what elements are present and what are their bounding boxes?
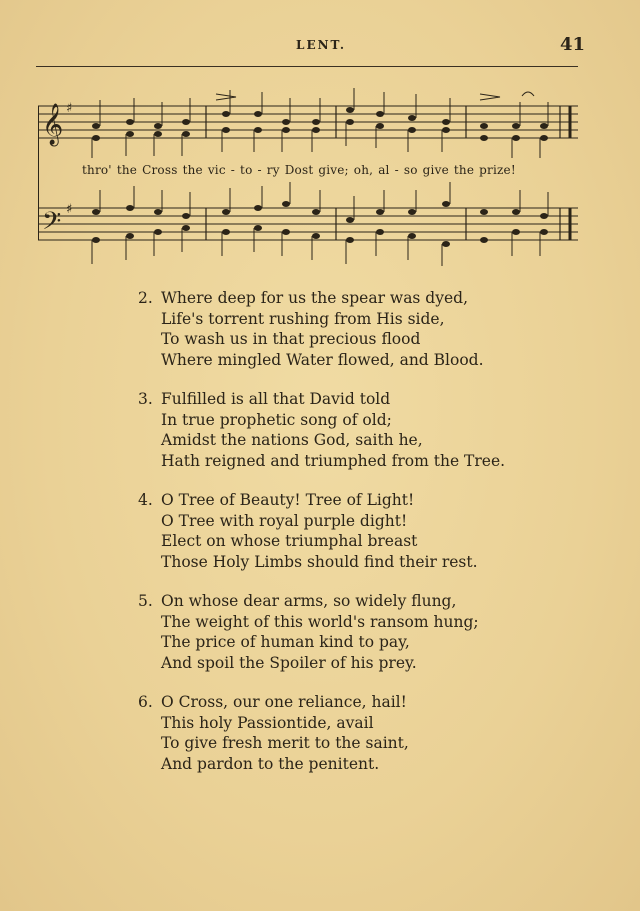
verse-line <box>138 451 608 472</box>
running-head <box>0 36 640 58</box>
stanza <box>138 389 608 471</box>
verse-text: O Tree of Beauty! Tree of Light! <box>161 491 415 509</box>
verse-text: This holy Passiontide, avail <box>161 713 374 732</box>
verse-line <box>138 430 608 451</box>
stanza <box>138 288 608 370</box>
verse-text: Hath reigned and triumphed from the Tree. <box>161 451 506 470</box>
verse-text: Fulfilled is all that David told <box>161 390 391 408</box>
running-title: LENT. <box>296 38 347 52</box>
stanza-number: 5. <box>138 592 153 610</box>
verse-text: O Cross, our one reliance, hail! <box>161 693 407 711</box>
verse-line <box>138 653 608 674</box>
verse-line <box>138 288 608 309</box>
verse-text: And pardon to the penitent. <box>161 754 380 773</box>
verse-text: And spoil the Spoiler of his prey. <box>161 653 417 672</box>
treble-staff <box>38 106 578 138</box>
hymn-stanzas <box>138 288 608 793</box>
verse-text: The weight of this world's ransom hung; <box>161 612 479 631</box>
music-score <box>38 86 578 276</box>
verse-line <box>138 511 608 532</box>
svg-text:♯: ♯ <box>66 101 73 116</box>
stanza <box>138 490 608 572</box>
verse-text: Amidst the nations God, saith he, <box>161 431 423 449</box>
verse-text: Where mingled Water flowed, and Blood. <box>161 350 484 369</box>
verse-text: Life's torrent rushing from His side, <box>161 309 445 328</box>
verse-line <box>138 713 608 734</box>
stanza-number: 3. <box>138 390 153 408</box>
verse-line <box>138 754 608 775</box>
verse-text: Where deep for us the spear was dyed, <box>161 289 469 307</box>
verse-text: In true prophetic song of old; <box>161 410 392 429</box>
header-rule <box>36 66 578 67</box>
verse-text: To wash us in that precious flood <box>161 330 421 348</box>
verse-text: To give fresh merit to the saint, <box>161 734 409 752</box>
verse-line <box>138 552 608 573</box>
verse-line <box>138 309 608 330</box>
verse-line <box>138 692 608 713</box>
verse-line <box>138 531 608 552</box>
verse-line <box>138 733 608 754</box>
verse-text: On whose dear arms, so widely flung, <box>161 592 457 610</box>
verse-line <box>138 410 608 431</box>
verse-text: Those Holy Limbs should find their rest. <box>161 552 478 571</box>
stanza <box>138 591 608 673</box>
stanza-number: 4. <box>138 491 153 509</box>
page-number: 41 <box>560 34 586 55</box>
svg-text:♯: ♯ <box>66 202 73 217</box>
treble-stems <box>92 88 548 158</box>
music-lyrics: thro' the Cross the vic - to - ry Dost give; oh, al - so give the prize! <box>82 163 516 177</box>
stanza-number: 6. <box>138 693 153 711</box>
treble-clef-icon: 𝄞 <box>42 104 64 145</box>
verse-line <box>138 350 608 371</box>
stanza-number: 2. <box>138 289 153 307</box>
verse-line <box>138 490 608 511</box>
verse-line <box>138 591 608 612</box>
bass-staff <box>38 208 578 240</box>
bass-clef-icon: 𝄢 <box>42 207 62 242</box>
verse-line <box>138 389 608 410</box>
verse-text: O Tree with royal purple dight! <box>161 511 408 530</box>
verse-text: The price of human kind to pay, <box>161 633 410 651</box>
verse-text: Elect on whose triumphal breast <box>161 532 418 550</box>
verse-line <box>138 612 608 633</box>
verse-line <box>138 632 608 653</box>
stanza <box>138 692 608 774</box>
verse-line <box>138 329 608 350</box>
